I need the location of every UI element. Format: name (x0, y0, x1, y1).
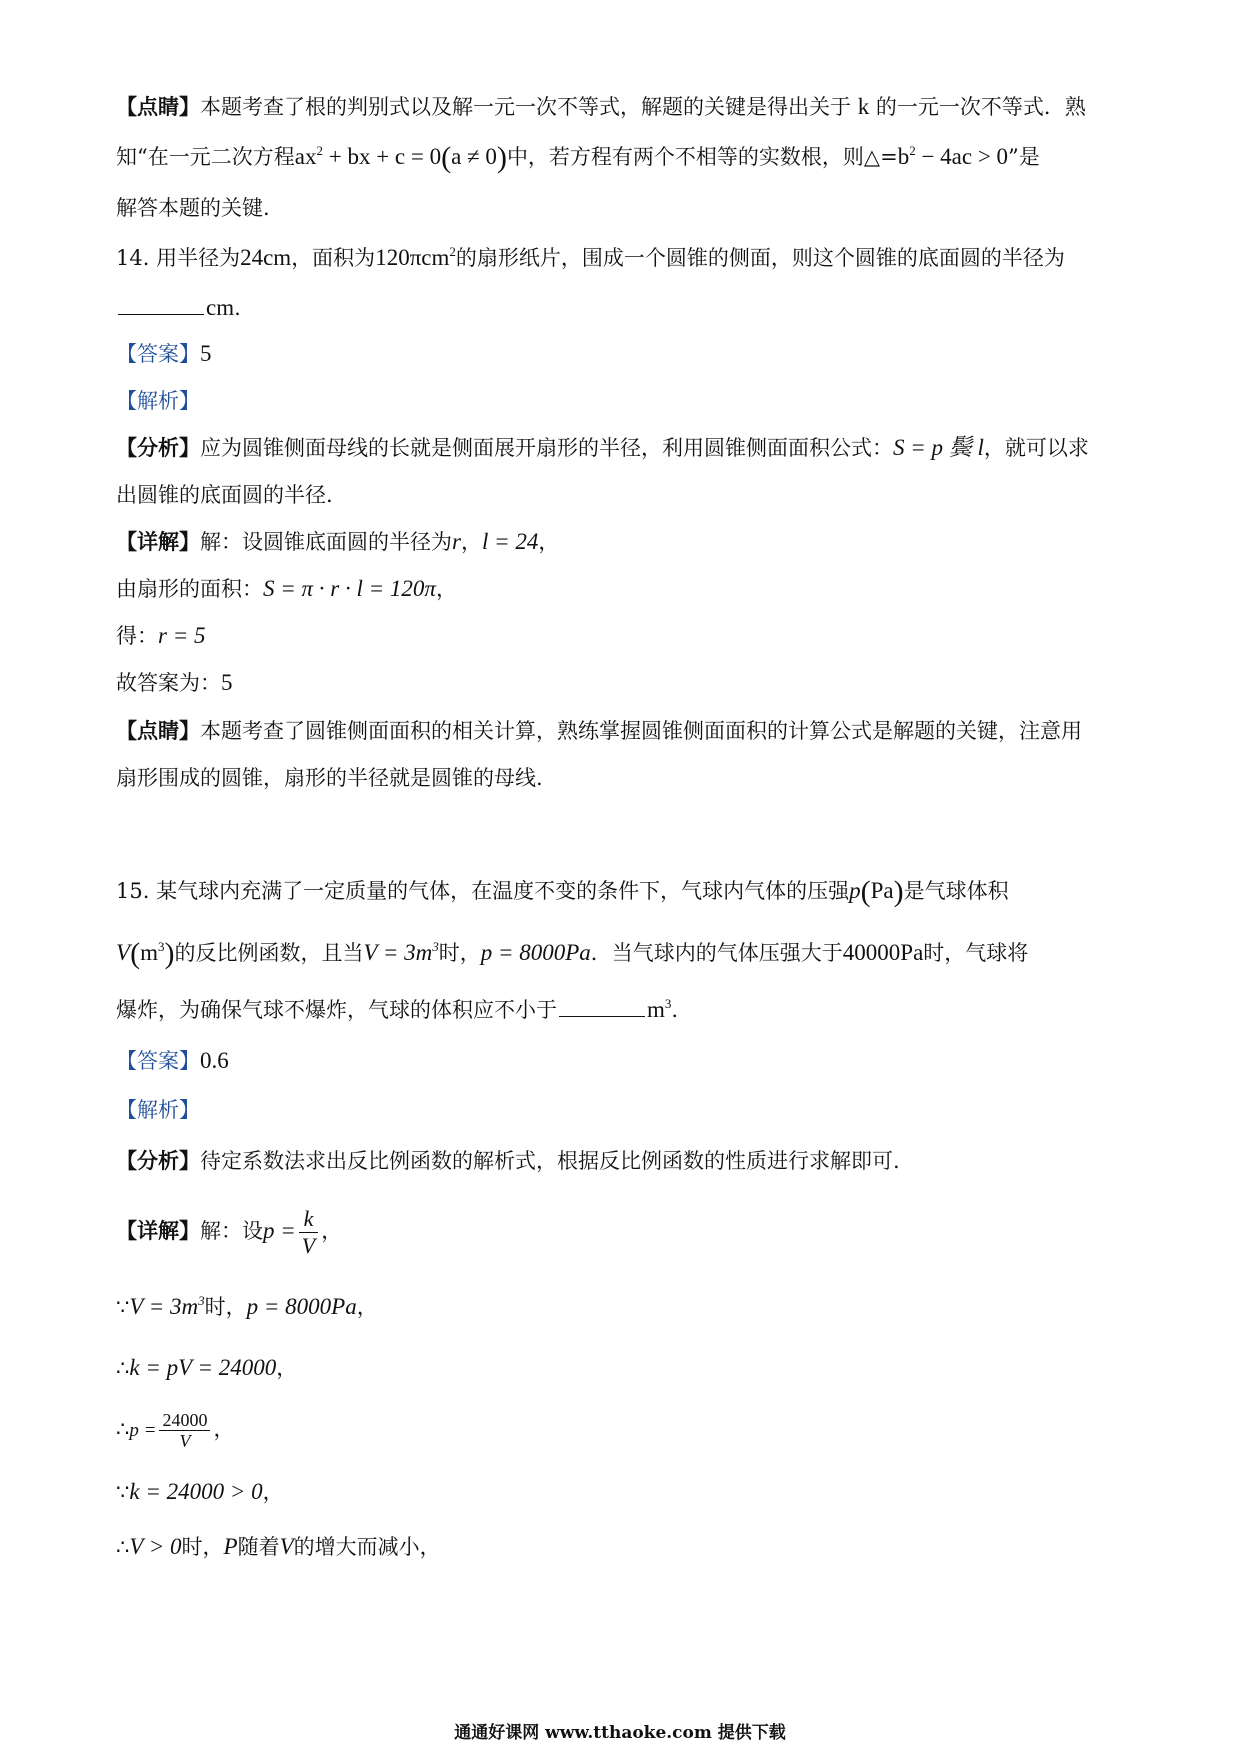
text: 时， (181, 1535, 224, 1559)
text: 15. 某气球内充满了一定质量的气体，在温度不变的条件下，气球内气体的压强 (116, 879, 850, 903)
math: $ax^2$ + bx + c = 0(a ≠ 0) (294, 141, 507, 174)
text: ， (435, 577, 457, 601)
xiangjie-tag: 【详解】 (116, 1218, 200, 1243)
answer-value: 5 (200, 341, 212, 366)
math: k = 24000 > 0 (129, 1479, 263, 1504)
math: 24cm (240, 245, 292, 270)
math: V > 0 (129, 1534, 182, 1559)
text: ， (538, 530, 560, 554)
math: r = 5 (158, 623, 206, 648)
math: p(Pa) (849, 875, 904, 908)
math: $b^2 - 4ac > 0$ (897, 143, 1009, 169)
dianjing-tag: 【点睛】 (116, 94, 200, 119)
text: 的扇形纸片，围成一个圆锥的侧面，则这个圆锥的底面圆的半径为 (455, 246, 1065, 270)
because-symbol: ∵ (116, 1480, 130, 1504)
text: 随着 (237, 1535, 280, 1559)
therefore-symbol: ∴ (116, 1535, 130, 1559)
q14-question-line2 (116, 293, 241, 323)
text: 应为圆锥侧面母线的长就是侧面展开扇形的半径，利用圆锥侧面面积公式： (200, 436, 893, 460)
q15-step1 (116, 1292, 378, 1322)
q15-step2 (116, 1353, 297, 1383)
q14-fenxi-line2 (116, 480, 333, 510)
math: S = p 鬓 l (893, 435, 984, 460)
text: ， (276, 1356, 298, 1380)
xiangjie-tag: 【详解】 (116, 529, 200, 554)
fraction-k-over-V: $\frac{k}{V}$ (299, 1206, 318, 1259)
text: ”是 (1008, 145, 1040, 169)
text: . (671, 998, 679, 1022)
math: cm (206, 295, 235, 320)
text: 的增大而减小， (293, 1535, 441, 1559)
therefore-symbol: ∴ (116, 1417, 130, 1441)
math: r (452, 529, 461, 554)
text: 待定系数法求出反比例函数的解析式，根据反比例函数的性质进行求解即可. (200, 1149, 900, 1173)
q15-detail-line1 (116, 1206, 342, 1259)
text: 解答本题的关键. (116, 196, 270, 220)
math: 40000Pa (842, 940, 924, 965)
math: k (857, 94, 870, 119)
q15-step5 (116, 1532, 441, 1562)
q15-step3 (116, 1410, 234, 1451)
q15-question-line1 (116, 876, 1009, 907)
fenxi-tag: 【分析】 (116, 1148, 200, 1173)
math: l = 24 (481, 529, 539, 554)
math: p = 8000Pa (480, 940, 591, 965)
q14-dianjing-line2 (116, 763, 543, 793)
text: ， (262, 1480, 284, 1504)
q15-step4 (116, 1477, 284, 1507)
q14-detail-line2 (116, 574, 457, 604)
text: 出圆锥的底面圆的半径. (116, 483, 333, 507)
text: . (234, 296, 241, 320)
fraction-24000-over-V: $\frac{24000}{V}$ (159, 1410, 210, 1451)
math: V (279, 1534, 294, 1559)
q15-question-line3 (116, 995, 678, 1025)
text: 扇形围成的圆锥，扇形的半径就是圆锥的母线. (116, 766, 543, 790)
text: ， (213, 1417, 235, 1441)
math: k = pV = 24000 (129, 1355, 277, 1380)
text: 14. 用半径为 (116, 246, 241, 270)
text: 本题考查了圆锥侧面面积的相关计算，熟练掌握圆锥侧面面积的计算公式是解题的关键，注意用 (200, 719, 1082, 743)
math: $m^3$ (647, 996, 672, 1022)
answer-tag: 【答案】 (116, 342, 200, 366)
text: 知“在一元二次方程 (116, 145, 295, 169)
text: ， (321, 1219, 343, 1243)
math: 5 (221, 670, 233, 695)
text: 时， (204, 1295, 247, 1319)
text: 是气球体积 (903, 879, 1009, 903)
q13-dianjing-line3 (116, 193, 270, 223)
fenxi-tag: 【分析】 (116, 435, 200, 460)
q14-jiexi (116, 386, 200, 416)
q13-dianjing-line1 (116, 92, 1086, 122)
text: 的反比例函数，且当 (174, 941, 364, 965)
page-footer: 通通好课网 www.tthaoke.com 提供下载 (454, 1723, 786, 1743)
text: 得： (116, 624, 158, 648)
q14-answer (116, 339, 212, 369)
therefore-symbol: ∴ (116, 1356, 130, 1380)
math: 120πcm$^2$ (375, 244, 456, 270)
q14-question-line1 (116, 243, 1065, 273)
math: $V = 3m^3$ (363, 939, 439, 965)
dianjing-tag: 【点睛】 (116, 718, 200, 743)
text: 时， (438, 941, 481, 965)
jiexi-tag: 【解析】 (116, 1098, 200, 1122)
text: 故答案为： (116, 671, 221, 695)
q13-dianjing-line2 (116, 142, 1040, 173)
text: ，面积为 (291, 246, 376, 270)
math: S = π · r · l = 120π (263, 576, 436, 601)
text: 中，若方程有两个不相等的实数根，则△= (506, 145, 898, 169)
text: 时，气球将 (923, 941, 1029, 965)
text: ， (460, 530, 482, 554)
q15-answer (116, 1046, 229, 1076)
q15-fenxi (116, 1146, 900, 1176)
text: 解：设圆锥底面圆的半径为 (200, 530, 452, 554)
answer-blank (559, 998, 645, 1017)
q15-jiexi (116, 1095, 200, 1125)
text: ， (356, 1295, 378, 1319)
text: 由扇形的面积： (116, 577, 263, 601)
jiexi-tag: 【解析】 (116, 389, 200, 413)
math: $V(m^3)$ (116, 937, 175, 970)
because-symbol: ∵ (116, 1295, 130, 1319)
q14-dianjing-line1 (116, 716, 1082, 746)
math: P (223, 1534, 238, 1559)
text: ．当气球内的气体压强大于 (590, 941, 843, 965)
text: ，就可以求 (983, 436, 1089, 460)
q14-detail-line1 (116, 527, 559, 557)
q14-detail-line4 (116, 668, 233, 698)
answer-tag: 【答案】 (116, 1049, 200, 1073)
math: p = 8000Pa (246, 1294, 357, 1319)
math: $V = 3m^3$ (129, 1293, 205, 1319)
text: 本题考查了根的判别式以及解一元一次不等式，解题的关键是得出关于 (200, 95, 851, 119)
math: p = (263, 1218, 296, 1243)
answer-value: 0.6 (200, 1048, 229, 1073)
text: 的一元一次不等式．熟 (875, 95, 1086, 119)
text: 爆炸，为确保气球不爆炸，气球的体积应不小于 (116, 998, 557, 1022)
q14-detail-line3 (116, 621, 205, 651)
math: p = (129, 1420, 157, 1441)
text: 解：设 (200, 1219, 263, 1243)
q14-fenxi-line1 (116, 433, 1089, 463)
answer-blank (118, 296, 204, 315)
q15-question-line2 (116, 938, 1028, 969)
